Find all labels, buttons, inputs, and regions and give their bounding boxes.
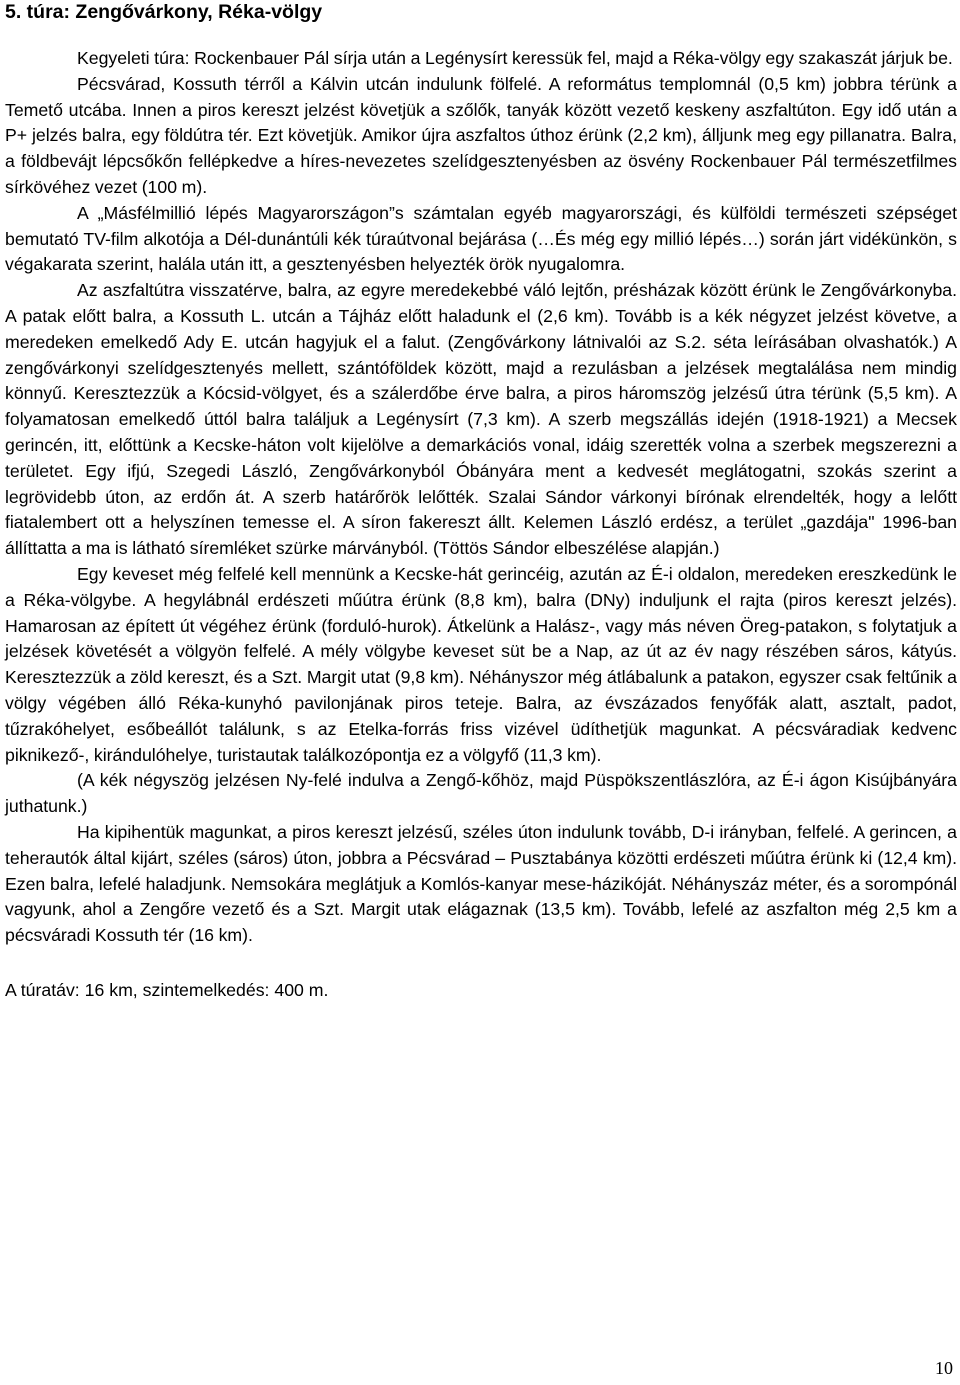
paragraph-route-start: Pécsvárad, Kossuth térről a Kálvin utcán indulunk fölfelé. A református templomnál (0,5 km) jobbra térünk a Temető utcába. Innen a piros kereszt jelzést követjük a szőlők, tanyák között vezető keskeny aszfaltúton. Egy idő után a P+ jelzés balra, egy földútra tér. Ezt követjük. Amikor újra aszfaltos úthoz érünk (2,2 km), álljunk meg egy pillanatra. Balra, a földbevájt lépcsőkőn fellépkedve a híres-nevezetes szelídgesztenyésben az ösvény Rockenbauer Pál természetfilmes sírkövéhez vezet (100 m). (5, 73, 957, 197)
paragraph-zengovarkony: Az aszfaltútra visszatérve, balra, az egyre meredekebbé váló lejtőn, présházak között érünk le Zengővárkonyba. A patak előtt balra, a Kossuth L. utcán a Tájház előtt haladunk el (2,6 km). Tovább is a kék négyzet jelzést követve, a meredeken emelkedő Ady E. utcán hagyjuk el a falut. (Zengővárkony látnivalói az S.2. séta leírásában olvashatók.) A zengővárkonyi szelídgesztenyés mellett, szántóföldek között, majd a rezulásban a jelzések megtalálása nem mindig könnyű. Keresztezzük a Kócsid-völgyet, és a szálerdőbe érve balra, a piros háromszög jelzésű útra térünk (5,5 km). A folyamatosan emelkedő úttól balra találjuk a Legénysírt (7,3 km). A szerb megszállás idején (1918-1921) a Mecsek gerincén, itt, előttünk a Kecske-háton volt kijelölve a demarkációs vonal, idáig szerették volna a szerbek megszerezni a területet. Egy ifjú, Szegedi László, Zengővárkonyból Óbányára ment a kedvesét meglátogatni, szokás szerint a legrövidebb úton, az erdőn át. A szerb határőrök lelőtték. Szalai Sándor várkonyi bírónak elrendelték, hogy a lelőtt fiatalembert ott a helyszínen temesse el. A síron fakereszt állt. Kelemen László erdész, a terület „gazdája" 1996-ban állíttatta a ma is látható síremléket szürke márványból. (Töttös Sándor elbeszélése alapján.) (5, 280, 957, 559)
page-title: 5. túra: Zengővárkony, Réka-völgy (5, 1, 323, 23)
tour-summary: A túratáv: 16 km, szintemelkedés: 400 m. (5, 979, 329, 1000)
paragraph-return: Ha kipihentük magunkat, a piros kereszt jelzésű, széles úton indulunk tovább, D-i irányban, felfelé. A gerincen, a teherautók által kijárt, széles (sáros) úton, jobbra a Pécsvárad – Pusztabánya közötti erdészeti műútra érünk ki (12,4 km). Ezen balra, lefelé haladjunk. Nemsokára meglátjuk a Komlós-kanyar mese-házikóját. Néhányszáz méter, és a sorompónál vagyunk, ahol a Zengőre vezető és a Szt. Margit utak elágaznak (13,5 km). Tovább, lefelé az aszfalton még 2,5 km a pécsváradi Kossuth tér (16 km). (5, 821, 957, 946)
paragraph-intro: Kegyeleti túra: Rockenbauer Pál sírja után a Legénysírt keressük fel, majd a Réka-völgy egy szakaszát járjuk be. (77, 48, 953, 68)
paragraph-rockenbauer: A „Másfélmillió lépés Magyarországon”s számtalan egyéb magyarországi, és külföldi természeti szépséget bemutató TV-film alkotója a Dél-dunántúli kék túraútvonal bejárása (…És még egy millió lépés…) során járt vidékünkön, s végakarata szerint, halála után itt, a gesztenyésben helyezték örök nyugalomra. (5, 202, 957, 275)
page-number: 10 (935, 1358, 953, 1378)
body-text (5, 46, 957, 949)
paragraph-reka-volgy: Egy keveset még felfelé kell mennünk a Kecske-hát gerincéig, azután az É-i oldalon, meredeken ereszkedünk le a Réka-völgybe. A hegylábnál erdészeti műútra érünk (8,8 km), balra (DNy) induljunk el rajta (piros kereszt jelzés). Hamarosan az épített út végéhez érünk (forduló-hurok). Átkelünk a Halász-, vagy más néven Öreg-patakon, s folytatjuk a jelzések követését a völgyön felfelé. A mély völgybe keveset süt be a Nap, az út az év nagy részében sáros, kátyús. Keresztezzük a zöld kereszt, és a Szt. Margit utat (9,8 km). Néhányszor még átlábalunk a patakon, egyszer csak feltűnik a völgy végében álló Réka-kunyhó pavilonjának piros teteje. Balra, az évszázados fenyőfák alatt, asztalt, padot, tűzrakóhelyet, esőbeállót találunk, s az Etelka-forrás friss vizével üdíthetjük magunkat. A pécsváradiak kedvenc piknikező-, kirándulóhelye, turistautak találkozópontja ez a völgyfő (11,3 km). (5, 563, 957, 765)
document-page (5, 0, 957, 1003)
paragraph-alternative-route: (A kék négyszög jelzésen Ny-felé indulva a Zengő-kőhöz, majd Püspökszentlászlóra, az É-i ágon Kisújbányára juthatunk.) (5, 770, 957, 817)
